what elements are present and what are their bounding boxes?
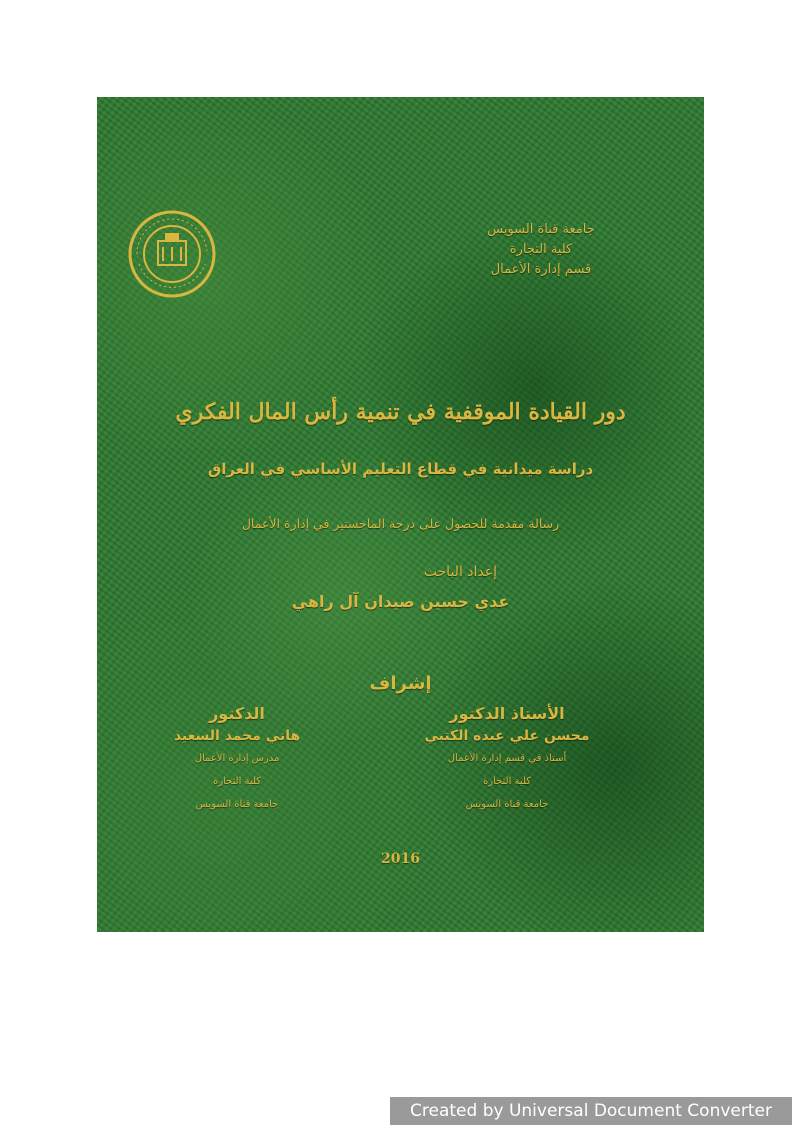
supervisor-title: الدكتور [209, 704, 265, 723]
supervisor-faculty: كلية التجارة [482, 776, 532, 787]
supervisor-1 [407, 703, 607, 816]
supervisor-faculty: كلية التجارة [212, 776, 262, 787]
supervisor-name: محسن علي عبده الكتبي [424, 728, 590, 744]
supervisor-university: جامعة قناة السويس [465, 799, 549, 810]
supervisor-title: الأستاذ الدكتور [449, 704, 565, 723]
thesis-title: دور القيادة الموقفية في تنمية رأس المال الفكري [175, 399, 626, 425]
supervision-label: إشراف [369, 673, 432, 694]
converter-watermark: Created by Universal Document Converter [390, 1097, 792, 1125]
thesis-subtitle: دراسة ميدانية في قطاع التعليم الأساسي في العراق [207, 460, 594, 478]
prepared-by-label: إعداد الباحث [423, 564, 497, 580]
university-name: جامعة قناة السويس [487, 222, 595, 237]
faculty-name: كلية التجارة [509, 242, 573, 257]
department-name: قسم إدارة الأعمال [490, 262, 592, 277]
supervisor-position: مدرس إدارة الأعمال [194, 753, 280, 764]
supervisor-university: جامعة قناة السويس [195, 799, 279, 810]
supervisor-2 [137, 703, 337, 816]
university-seal-icon [127, 209, 217, 299]
thesis-year: 2016 [381, 851, 420, 867]
researcher-name: عدي حسين صيدان آل راهي [291, 592, 510, 611]
supervisor-position: أستاذ في قسم إدارة الأعمال [447, 753, 567, 764]
university-block [471, 220, 611, 280]
thesis-cover [97, 97, 704, 932]
supervisor-name: هاني محمد السعيد [173, 728, 301, 744]
thesis-purpose: رسالة مقدمة للحصول على درجة الماجستير في إدارة الأعمال [241, 516, 560, 531]
